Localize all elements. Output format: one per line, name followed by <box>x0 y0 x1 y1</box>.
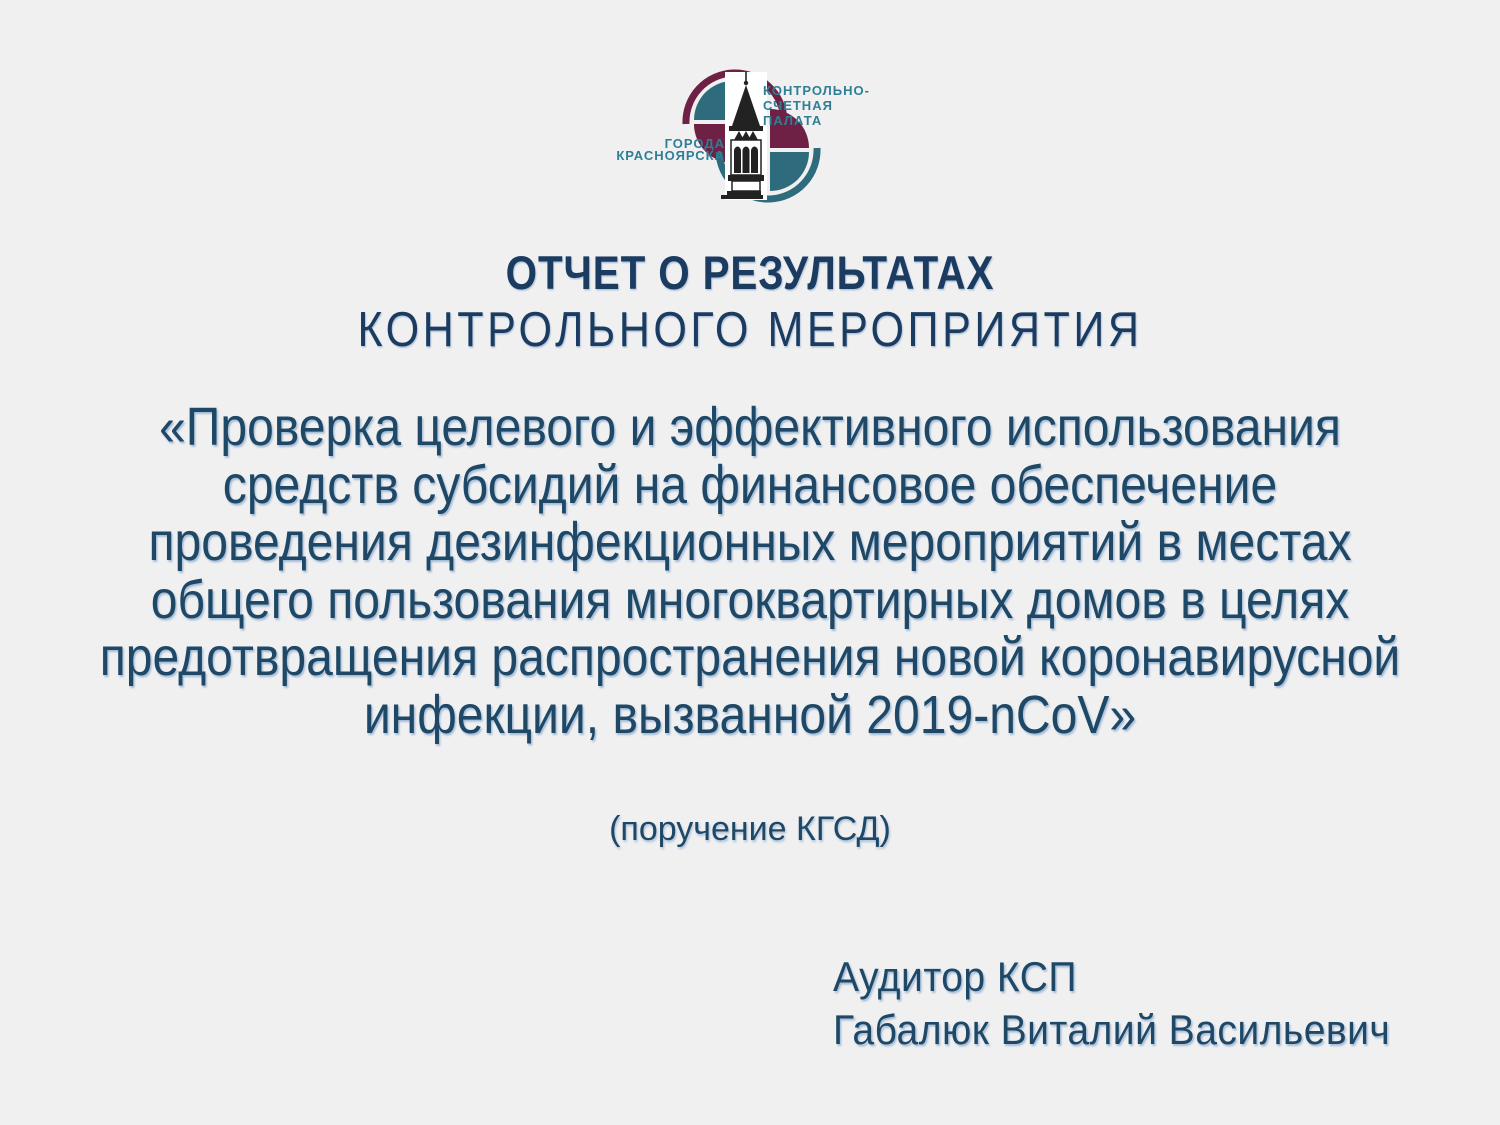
logo-org-name-left-line1: ГОРОДА <box>664 136 725 151</box>
auditor-position: Аудитор КСП <box>833 953 1077 1000</box>
chapel-tower-icon <box>721 72 767 200</box>
ksp-krasnoyarsk-logo-icon <box>615 46 895 216</box>
subject-line: инфекции, вызванной 2019-nCoV» <box>363 684 1137 745</box>
report-title-line1: ОТЧЕТ О РЕЗУЛЬТАТАХ <box>505 246 995 299</box>
audit-subject-paragraph <box>0 399 1500 744</box>
report-title-line2: КОНТРОЛЬНОГО МЕРОПРИЯТИЯ <box>357 303 1143 357</box>
subject-line: проведения дезинфекционных мероприятий в местах <box>148 512 1352 572</box>
subject-line: «Проверка целевого и эффективного использования <box>159 397 1341 457</box>
logo-org-name-right-line2: СЧЕТНАЯ <box>763 98 833 113</box>
auditor-name: Габалюк Виталий Васильевич <box>833 1006 1391 1053</box>
logo-org-name-right-line3: ПАЛАТА <box>763 113 823 128</box>
auditor-signature-block <box>833 950 1390 1056</box>
assignment-note: (поручение КГСД) <box>609 810 891 848</box>
logo-org-name-left-line2: КРАСНОЯРСКА <box>616 148 725 163</box>
logo-org-name-right-line1: КОНТРОЛЬНО- <box>763 83 870 98</box>
subject-line: общего пользования многоквартирных домов в целях <box>150 569 1350 630</box>
subject-line: предотвращения распространения новой коронавирусной <box>99 627 1401 687</box>
subject-line: средств субсидий на финансовое обеспечение <box>222 454 1278 515</box>
